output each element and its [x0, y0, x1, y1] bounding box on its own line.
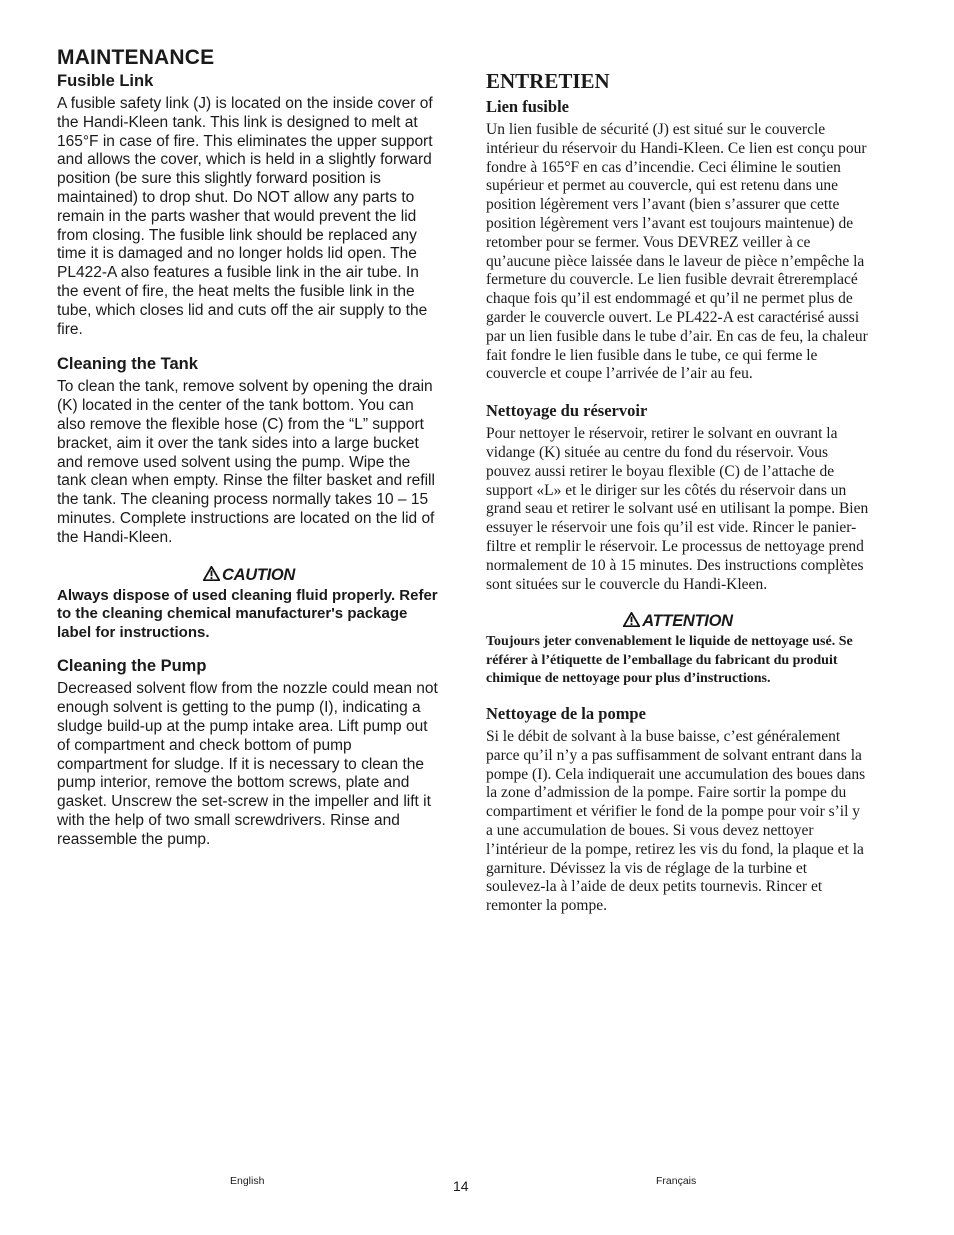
- caution-banner: [57, 564, 441, 587]
- footer-english-label: English: [230, 1175, 265, 1187]
- nettoyage-pompe-text: Si le débit de solvant à la buse baisse, c’est généralement parce qu’il n’y a pas suffisamment de solvant entrant dans la pompe (I). Cela indiquerait une accumulation des boues dans la zone d’admission de la pompe. Faire sortir la pompe du compartiment et vérifier le fond de la pompe pour voir s’il y a une accumulation de boues. Si vous devez nettoyer l’intérieur de la pompe, retirez les vis du fond, la plaque et la garniture. Dévissez la vis de réglage de la turbine et soulevez-la à l’aide de deux petits tournevis. Rincer et remonter la pompe.: [486, 727, 866, 915]
- warning-triangle-icon: [623, 611, 640, 633]
- nettoyage-reservoir-heading: Nettoyage du réservoir: [486, 401, 648, 421]
- cleaning-tank-heading: Cleaning the Tank: [57, 355, 198, 374]
- fusible-link-text: A fusible safety link (J) is located on the inside cover of the Handi-Kleen tank. This link is designed to melt at 165°F in case of fire. This eliminates the upper support and allows the cover, which is held in a slightly forward position (be sure this slightly forward position is maintained) to drop shut. Do NOT allow any parts to remain in the parts washer that would prevent the lid from closing. The fusible link should be replaced any time it is damaged and no longer holds lid open. The PL422-A also features a fusible link in the air tube. In the event of fire, the heat melts the fusible link in the tube, which closes lid and cuts off the air supply to the fire.: [57, 95, 433, 338]
- fusible-link-heading: Fusible Link: [57, 72, 154, 90]
- english-column: [57, 46, 441, 849]
- page-number: 14: [453, 1178, 469, 1194]
- nettoyage-reservoir-text: Pour nettoyer le réservoir, retirer le solvant en ouvrant la vidange (K) située au centre du fond du réservoir. Vous pouvez aussi retirer le boyau flexible (C) de l’attache de support «L» et le diriger sur les côtés du réservoir dans un grand seau et retirer le solvant usé en utilisant la pompe. Bien essuyer le réservoir une fois qu’il est vide. Rincer le panier-filtre et remplir le réservoir. Le processus de nettoyage prend normalement de 10 à 15 minutes. Des instructions complètes sont situées sur le couvercle du Handi-Kleen.: [486, 425, 869, 593]
- attention-text: Toujours jeter convenablement le liquide de nettoyage usé. Se référer à l’étiquette de l’emballage du fabricant du produit chimique de nettoyage pour plus d’instructions.: [486, 634, 853, 686]
- attention-banner: [486, 610, 870, 633]
- lien-fusible-text: Un lien fusible de sécurité (J) est situé sur le couvercle intérieur du réservoir du Handi-Kleen. Ce lien est conçu pour fondre à 165°F en cas d’incendie. Ceci élimine le soutien supérieur et permet au couvercle, qui est retenu dans une position légèrement vers l’avant (bien s’assurer que cette position légèrement vers l’avant est toujours maintenue) de retomber pour se fermer. Vous DEVREZ veiller à ce qu’aucune pièce laissée dans le laveur de pièce n’empêche la fermeture du couvercle. Le lien fusible devrait êtreremplacé chaque fois qu’il est endommagé et qu’il ne permet plus de garder le couvercle ouvert. Le PL422-A est caractérisé aussi par un lien fusible dans le tube d’air. En cas de feu, la chaleur fait fondre le lien fusible dans le tube, ce qui ferme le couvercle et coupe l’arrivée de l’air au feu.: [486, 121, 868, 383]
- cleaning-pump-text: Decreased solvent flow from the nozzle could mean not enough solvent is getting to the pump (I), indicating a sludge build-up at the pump intake area. Lift pump out of compartment and check bottom of pump compartment for sludge. If it is necessary to clean the pump interior, remove the bottom screws, plate and gasket. Unscrew the set-screw in the impeller and lift it with the help of two small screwdrivers. Rinse and reassemble the pump.: [57, 680, 438, 848]
- nettoyage-pompe-heading: Nettoyage de la pompe: [486, 703, 646, 723]
- lien-fusible-heading: Lien fusible: [486, 97, 569, 116]
- cleaning-pump-heading: Cleaning the Pump: [57, 657, 207, 676]
- maintenance-title: MAINTENANCE: [57, 46, 215, 69]
- entretien-title: ENTRETIEN: [486, 69, 610, 93]
- cleaning-tank-text: To clean the tank, remove solvent by opening the drain (K) located in the center of the tank bottom. You can also remove the flexible hose (C) from the “L” support bracket, aim it over the tank sides into a large bucket and remove used solvent using the pump. Wipe the tank clean when empty. Rinse the filter basket and refill the tank. The cleaning process normally takes 10 – 15 minutes. Complete instructions are located on the lid of the Handi-Kleen.: [57, 378, 435, 546]
- caution-text: Always dispose of used cleaning fluid properly. Refer to the cleaning chemical manufacturer's package label for instructions.: [57, 586, 438, 641]
- attention-title: ATTENTION: [642, 612, 733, 631]
- warning-triangle-icon: [203, 565, 220, 587]
- caution-title: CAUTION: [221, 565, 296, 584]
- footer-french-label: Français: [656, 1175, 697, 1187]
- french-column: [486, 68, 870, 916]
